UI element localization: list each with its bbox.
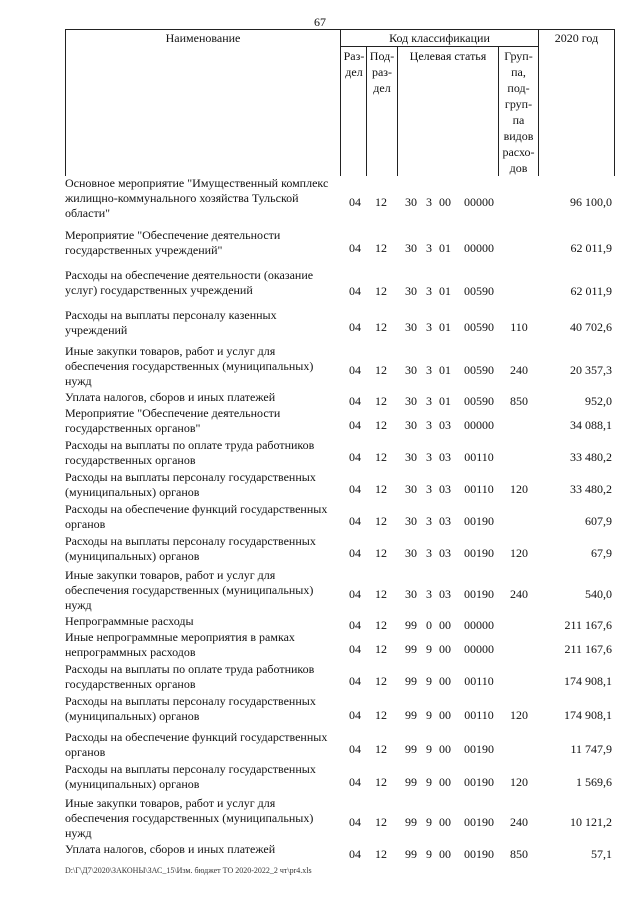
row-target-program: 99 <box>405 618 417 632</box>
header-razdel: Раз-дел <box>343 49 365 79</box>
table-row <box>0 268 640 308</box>
row-amount: 174 908,1 <box>564 674 612 688</box>
row-target-subprogram: 0 <box>426 618 432 632</box>
row-razdel: 04 <box>349 450 361 464</box>
row-amount: 57,1 <box>591 847 612 861</box>
row-name: Иные закупки товаров, работ и услуг для обеспечения государственных (муниципальных) нужд <box>65 796 314 840</box>
row-target-direction: 00190 <box>464 815 494 829</box>
row-amount: 10 121,2 <box>570 815 612 829</box>
row-target-subprogram: 3 <box>426 482 432 496</box>
row-expense-group: 120 <box>510 546 528 560</box>
row-amount: 96 100,0 <box>570 195 612 209</box>
row-expense-group: 120 <box>510 482 528 496</box>
row-target-event: 03 <box>439 587 451 601</box>
header-right-border <box>614 29 615 176</box>
row-target-direction: 00190 <box>464 587 494 601</box>
row-target-program: 30 <box>405 195 417 209</box>
row-name: Расходы на выплаты персоналу государственных (муниципальных) органов <box>65 534 316 563</box>
header-year: 2020 год <box>554 31 599 45</box>
row-name: Расходы на обеспечение деятельности (оказание услуг) государственных учреждений <box>65 268 314 297</box>
row-target-event: 00 <box>439 775 451 789</box>
row-amount: 34 088,1 <box>570 418 612 432</box>
row-target-subprogram: 3 <box>426 195 432 209</box>
header-divider <box>366 46 367 176</box>
row-target-program: 99 <box>405 642 417 656</box>
row-podrazdel: 12 <box>375 546 387 560</box>
row-expense-group: 850 <box>510 394 528 408</box>
header-code-class: Код классификации <box>389 31 490 45</box>
header-divider <box>397 46 398 176</box>
row-razdel: 04 <box>349 241 361 255</box>
row-target-direction: 00190 <box>464 775 494 789</box>
table-row <box>0 228 640 262</box>
row-razdel: 04 <box>349 320 361 334</box>
row-amount: 174 908,1 <box>564 708 612 722</box>
row-podrazdel: 12 <box>375 195 387 209</box>
row-expense-group: 120 <box>510 775 528 789</box>
row-target-subprogram: 3 <box>426 587 432 601</box>
row-target-program: 30 <box>405 284 417 298</box>
row-target-direction: 00110 <box>464 450 494 464</box>
row-razdel: 04 <box>349 363 361 377</box>
row-name: Иные закупки товаров, работ и услуг для обеспечения государственных (муниципальных) нужд <box>65 568 314 612</box>
row-target-event: 00 <box>439 847 451 861</box>
row-target-subprogram: 9 <box>426 775 432 789</box>
row-razdel: 04 <box>349 482 361 496</box>
row-expense-group: 240 <box>510 815 528 829</box>
row-podrazdel: 12 <box>375 418 387 432</box>
row-target-event: 01 <box>439 284 451 298</box>
row-name: Мероприятие "Обеспечение деятельности государственных органов" <box>65 406 281 435</box>
row-target-direction: 00000 <box>464 195 494 209</box>
row-target-subprogram: 3 <box>426 450 432 464</box>
row-amount: 952,0 <box>585 394 612 408</box>
row-target-direction: 00590 <box>464 363 494 377</box>
row-target-program: 30 <box>405 546 417 560</box>
row-razdel: 04 <box>349 514 361 528</box>
row-target-event: 00 <box>439 708 451 722</box>
page-number: 67 <box>314 15 326 29</box>
row-target-direction: 00590 <box>464 394 494 408</box>
row-target-event: 00 <box>439 674 451 688</box>
table-row <box>0 630 640 662</box>
row-target-direction: 00000 <box>464 241 494 255</box>
row-target-program: 30 <box>405 587 417 601</box>
header-group: Груп-па, под-груп-па видов расхо-дов <box>502 49 535 175</box>
row-name: Основное мероприятие "Имущественный комплекс жилищно-коммунального хозяйства Тульской области" <box>65 176 329 220</box>
row-amount: 62 011,9 <box>570 241 612 255</box>
row-target-event: 01 <box>439 320 451 334</box>
row-target-direction: 00590 <box>464 320 494 334</box>
row-target-subprogram: 3 <box>426 418 432 432</box>
row-expense-group: 850 <box>510 847 528 861</box>
row-target-direction: 00000 <box>464 418 494 432</box>
row-target-subprogram: 3 <box>426 320 432 334</box>
row-expense-group: 240 <box>510 363 528 377</box>
row-razdel: 04 <box>349 742 361 756</box>
row-expense-group: 110 <box>510 320 528 334</box>
row-expense-group: 240 <box>510 587 528 601</box>
table-row <box>0 662 640 694</box>
row-amount: 33 480,2 <box>570 482 612 496</box>
row-target-program: 99 <box>405 847 417 861</box>
row-target-subprogram: 9 <box>426 642 432 656</box>
row-amount: 40 702,6 <box>570 320 612 334</box>
row-target-program: 30 <box>405 320 417 334</box>
row-razdel: 04 <box>349 815 361 829</box>
row-target-event: 00 <box>439 195 451 209</box>
row-target-program: 30 <box>405 450 417 464</box>
row-razdel: 04 <box>349 394 361 408</box>
row-target-subprogram: 3 <box>426 241 432 255</box>
row-target-event: 03 <box>439 546 451 560</box>
row-target-direction: 00190 <box>464 546 494 560</box>
row-razdel: 04 <box>349 847 361 861</box>
row-razdel: 04 <box>349 587 361 601</box>
table-row <box>0 796 640 842</box>
table-header <box>0 29 640 176</box>
row-target-program: 30 <box>405 418 417 432</box>
header-divider <box>498 46 499 176</box>
row-podrazdel: 12 <box>375 450 387 464</box>
row-target-event: 01 <box>439 241 451 255</box>
table-row <box>0 842 640 860</box>
file-path-footer: D:\Г\Д7\2020\ЗАКОНЫ\ЗАС_15\Изм. бюджет ТО 2020-2022_2 чт\pr4.xls <box>65 866 312 875</box>
row-target-direction: 00190 <box>464 847 494 861</box>
row-target-event: 03 <box>439 482 451 496</box>
row-name: Уплата налогов, сборов и иных платежей <box>65 842 276 856</box>
row-name: Расходы на обеспечение функций государственных органов <box>65 730 328 759</box>
row-podrazdel: 12 <box>375 642 387 656</box>
table-row <box>0 176 640 222</box>
row-target-direction: 00110 <box>464 674 494 688</box>
table-row <box>0 614 640 630</box>
row-amount: 33 480,2 <box>570 450 612 464</box>
header-divider <box>340 29 341 176</box>
row-razdel: 04 <box>349 195 361 209</box>
row-razdel: 04 <box>349 418 361 432</box>
row-razdel: 04 <box>349 546 361 560</box>
row-name: Расходы на выплаты персоналу государственных (муниципальных) органов <box>65 762 316 791</box>
row-target-subprogram: 9 <box>426 815 432 829</box>
row-target-direction: 00110 <box>464 482 494 496</box>
row-target-event: 01 <box>439 363 451 377</box>
row-podrazdel: 12 <box>375 674 387 688</box>
row-podrazdel: 12 <box>375 514 387 528</box>
row-target-event: 01 <box>439 394 451 408</box>
row-target-event: 00 <box>439 642 451 656</box>
table-row <box>0 308 640 340</box>
row-target-event: 00 <box>439 815 451 829</box>
row-razdel: 04 <box>349 775 361 789</box>
row-name: Иные непрограммные мероприятия в рамках непрограммных расходов <box>65 630 295 659</box>
row-amount: 540,0 <box>585 587 612 601</box>
row-target-subprogram: 3 <box>426 284 432 298</box>
row-target-program: 30 <box>405 363 417 377</box>
row-name: Уплата налогов, сборов и иных платежей <box>65 390 276 404</box>
row-target-program: 30 <box>405 241 417 255</box>
row-razdel: 04 <box>349 284 361 298</box>
row-podrazdel: 12 <box>375 708 387 722</box>
header-target: Целевая статья <box>409 49 487 63</box>
row-target-direction: 00590 <box>464 284 494 298</box>
row-target-direction: 00190 <box>464 514 494 528</box>
row-target-direction: 00000 <box>464 642 494 656</box>
row-target-event: 00 <box>439 618 451 632</box>
row-target-program: 99 <box>405 815 417 829</box>
row-podrazdel: 12 <box>375 742 387 756</box>
row-razdel: 04 <box>349 642 361 656</box>
row-target-subprogram: 3 <box>426 514 432 528</box>
row-podrazdel: 12 <box>375 587 387 601</box>
row-target-subprogram: 3 <box>426 394 432 408</box>
row-name: Расходы на выплаты по оплате труда работников государственных органов <box>65 662 315 691</box>
row-target-event: 00 <box>439 742 451 756</box>
header-divider <box>538 29 539 176</box>
header-left-border <box>65 29 66 176</box>
row-amount: 211 167,6 <box>564 618 612 632</box>
row-name: Расходы на выплаты по оплате труда работников государственных органов <box>65 438 315 467</box>
row-podrazdel: 12 <box>375 775 387 789</box>
row-target-program: 30 <box>405 394 417 408</box>
row-target-subprogram: 3 <box>426 363 432 377</box>
row-target-program: 99 <box>405 742 417 756</box>
table-row <box>0 390 640 406</box>
row-target-direction: 00000 <box>464 618 494 632</box>
row-target-event: 03 <box>439 514 451 528</box>
row-podrazdel: 12 <box>375 284 387 298</box>
row-target-program: 99 <box>405 775 417 789</box>
row-target-event: 03 <box>439 450 451 464</box>
header-podrazdel: Под-раз-дел <box>369 49 395 95</box>
row-target-program: 30 <box>405 482 417 496</box>
row-razdel: 04 <box>349 618 361 632</box>
row-name: Непрограммные расходы <box>65 614 194 628</box>
row-podrazdel: 12 <box>375 847 387 861</box>
table-row <box>0 502 640 534</box>
row-podrazdel: 12 <box>375 815 387 829</box>
row-amount: 67,9 <box>591 546 612 560</box>
row-target-event: 03 <box>439 418 451 432</box>
row-target-direction: 00190 <box>464 742 494 756</box>
row-target-program: 30 <box>405 514 417 528</box>
table-row <box>0 534 640 566</box>
row-target-program: 99 <box>405 674 417 688</box>
row-target-subprogram: 9 <box>426 708 432 722</box>
row-podrazdel: 12 <box>375 363 387 377</box>
row-amount: 211 167,6 <box>564 642 612 656</box>
table-row <box>0 762 640 796</box>
row-target-subprogram: 9 <box>426 674 432 688</box>
row-razdel: 04 <box>349 708 361 722</box>
header-subrule <box>340 46 539 47</box>
table-row <box>0 694 640 730</box>
row-amount: 607,9 <box>585 514 612 528</box>
table-row <box>0 438 640 470</box>
row-target-direction: 00110 <box>464 708 494 722</box>
row-target-subprogram: 3 <box>426 546 432 560</box>
row-podrazdel: 12 <box>375 618 387 632</box>
table-row <box>0 344 640 390</box>
row-podrazdel: 12 <box>375 320 387 334</box>
row-target-subprogram: 9 <box>426 847 432 861</box>
row-name: Расходы на выплаты персоналу казенных учреждений <box>65 308 277 337</box>
row-target-program: 99 <box>405 708 417 722</box>
row-podrazdel: 12 <box>375 482 387 496</box>
table-row <box>0 470 640 502</box>
row-name: Расходы на обеспечение функций государственных органов <box>65 502 328 531</box>
row-amount: 20 357,3 <box>570 363 612 377</box>
row-name: Расходы на выплаты персоналу государственных (муниципальных) органов <box>65 470 316 499</box>
row-podrazdel: 12 <box>375 241 387 255</box>
table-row <box>0 568 640 614</box>
table-row <box>0 406 640 438</box>
row-name: Мероприятие "Обеспечение деятельности государственных учреждений" <box>65 228 281 257</box>
row-podrazdel: 12 <box>375 394 387 408</box>
table-row <box>0 730 640 762</box>
row-amount: 11 747,9 <box>570 742 612 756</box>
row-razdel: 04 <box>349 674 361 688</box>
row-expense-group: 120 <box>510 708 528 722</box>
header-name: Наименование <box>165 31 241 45</box>
row-target-subprogram: 9 <box>426 742 432 756</box>
row-amount: 1 569,6 <box>576 775 612 789</box>
row-amount: 62 011,9 <box>570 284 612 298</box>
row-name: Иные закупки товаров, работ и услуг для обеспечения государственных (муниципальных) нужд <box>65 344 314 388</box>
row-name: Расходы на выплаты персоналу государственных (муниципальных) органов <box>65 694 316 723</box>
